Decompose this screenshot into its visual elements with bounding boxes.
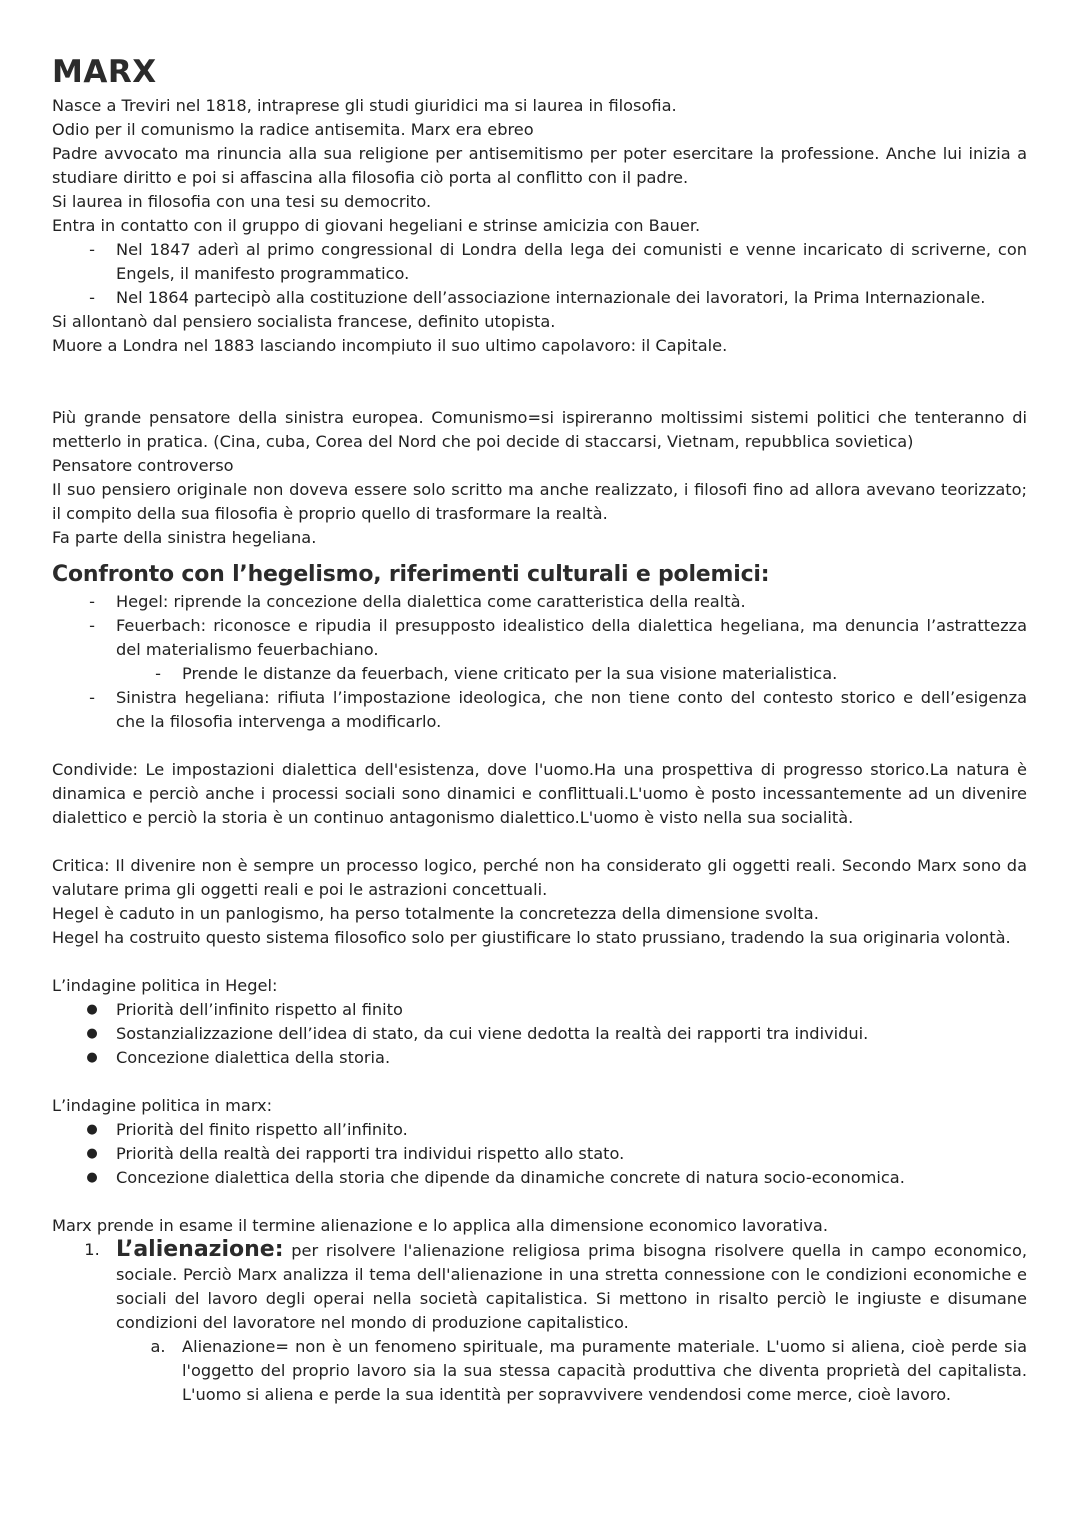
hegel-politics-section [52, 974, 1027, 1070]
list-item-text: Alienazione= non è un fenomeno spirituale, ma puramente materiale. L'uomo si aliena, cioè perde sia l'oggetto del proprio lavoro sia la sua stessa capacità produttiva che diventa proprietà del capitalista. L'uomo si aliena e perde la sua identità per sopravvivere vendendosi come merce, cioè lavoro. [182, 1337, 1027, 1404]
bio-line: Muore a Londra nel 1883 lasciando incompiuto il suo ultimo capolavoro: il Capitale. [52, 336, 728, 355]
paragraph: Fa parte della sinistra hegeliana. [52, 528, 317, 547]
list-item [52, 1238, 1027, 1335]
paragraph: Più grande pensatore della sinistra europea. Comunismo=si ispireranno moltissimi sistemi politici che tenteranno di metterlo in pratica. (Cina, cuba, Corea del Nord che poi decide di staccarsi, Vietnam, repubblica sovietica) [52, 408, 1027, 451]
dash-marker: - [155, 664, 161, 683]
dash-marker: - [89, 592, 95, 611]
list-item-text: per risolvere l'alienazione religiosa prima bisogna risolvere quella in campo economico, sociale. Perciò Marx analizza il tema dell'alienazione in una stretta connessione con le condizioni economiche e sociali del lavoro degli operai nella società capitalistica. Si mettono in risalto perciò le ingiuste e disumane condizioni del lavoratore nel mondo di produzione capitalistico. [116, 1241, 1027, 1332]
page-title: MARX [52, 54, 157, 90]
confronto-list [52, 590, 1027, 734]
marx-politics-list [52, 1118, 1027, 1190]
number-marker: 1. [84, 1240, 100, 1259]
list-item [52, 1046, 1027, 1070]
bio-line: Odio per il comunismo la radice antisemita. Marx era ebreo [52, 120, 534, 139]
critica-section [52, 854, 1027, 950]
alienation-heading: L’alienazione: [116, 1237, 284, 1262]
alienation-list [52, 1238, 1027, 1407]
bio-line: Si laurea in filosofia con una tesi su democrito. [52, 192, 432, 211]
dash-marker: - [89, 616, 95, 635]
section-heading: Confronto con l’hegelismo, riferimenti culturali e polemici: [52, 562, 770, 587]
list-item [52, 286, 1027, 310]
list-item-text: Nel 1847 aderì al primo congressional di Londra della lega dei comunisti e venne incaricato di scriverne, con Engels, il manifesto programmatico. [116, 240, 1027, 283]
list-item-text: Priorità del finito rispetto all’infinito. [116, 1120, 408, 1139]
bullet-marker: ● [86, 1002, 98, 1017]
list-item [52, 998, 1027, 1022]
paragraph: Hegel ha costruito questo sistema filosofico solo per giustificare lo stato prussiano, tradendo la sua originaria volontà. [52, 928, 1011, 947]
list-item [52, 614, 1027, 662]
paragraph: Il suo pensiero originale non doveva essere solo scritto ma anche realizzato, i filosofi fino ad allora avevano teorizzato; il compito della sua filosofia è proprio quello di trasformare la realtà. [52, 480, 1027, 523]
list-item-text: Prende le distanze da feuerbach, viene criticato per la sua visione materialistica. [182, 664, 838, 683]
dash-marker: - [89, 288, 95, 307]
list-item [52, 1166, 1027, 1190]
list-heading: L’indagine politica in marx: [52, 1096, 273, 1115]
letter-marker: a. [150, 1337, 166, 1356]
paragraph: Marx prende in esame il termine alienazione e lo applica alla dimensione economico lavorativa. [52, 1216, 828, 1235]
list-item-text: Concezione dialettica della storia che dipende da dinamiche concrete di natura socio-economica. [116, 1168, 905, 1187]
list-item-text: Feuerbach: riconosce e ripudia il presupposto idealistico della dialettica hegeliana, ma denuncia l’astrattezza del materialismo feuerbachiano. [116, 616, 1027, 659]
dash-marker: - [89, 240, 95, 259]
bullet-marker: ● [86, 1170, 98, 1185]
sub-list-item [52, 662, 1027, 686]
intro-section [52, 406, 1027, 550]
bio-line: Nasce a Treviri nel 1818, intraprese gli studi giuridici ma si laurea in filosofia. [52, 96, 677, 115]
list-item-text: Hegel: riprende la concezione della dialettica come caratteristica della realtà. [116, 592, 746, 611]
bio-list [52, 238, 1027, 310]
list-heading: L’indagine politica in Hegel: [52, 976, 278, 995]
list-item-text: Concezione dialettica della storia. [116, 1048, 391, 1067]
list-item [52, 1118, 1027, 1142]
bio-line: Padre avvocato ma rinuncia alla sua religione per antisemitismo per poter esercitare la professione. Anche lui inizia a studiare diritto e poi si affascina alla filosofia ciò porta al conflitto con il padre. [52, 144, 1027, 187]
alienation-section [52, 1214, 1027, 1407]
list-item [52, 686, 1027, 734]
dash-marker: - [89, 688, 95, 707]
condivide-paragraph: Condivide: Le impostazioni dialettica dell'esistenza, dove l'uomo.Ha una prospettiva di progresso storico.La natura è dinamica e perciò anche i processi sociali sono dinamici e conflittuali.L'uomo è posto incessantemente ad un divenire dialettico e perciò la storia è un continuo antagonismo dialettico.L'uomo è visto nella sua socialità. [52, 760, 1027, 827]
bullet-marker: ● [86, 1050, 98, 1065]
list-item [52, 1142, 1027, 1166]
bio-section [52, 94, 1027, 358]
list-item-text: Priorità dell’infinito rispetto al finito [116, 1000, 403, 1019]
document-page [52, 52, 1027, 1407]
bullet-marker: ● [86, 1122, 98, 1137]
list-item-text: Priorità della realtà dei rapporti tra individui rispetto allo stato. [116, 1144, 625, 1163]
list-item [52, 238, 1027, 286]
list-item-text: Sostanzializzazione dell’idea di stato, da cui viene dedotta la realtà dei rapporti tra individui. [116, 1024, 869, 1043]
bio-line: Entra in contatto con il gruppo di giovani hegeliani e strinse amicizia con Bauer. [52, 216, 701, 235]
list-item-text: Nel 1864 partecipò alla costituzione dell’associazione internazionale dei lavoratori, la Prima Internazionale. [116, 288, 986, 307]
list-item [52, 590, 1027, 614]
paragraph: Critica: Il divenire non è sempre un processo logico, perché non ha considerato gli oggetti reali. Secondo Marx sono da valutare prima gli oggetti reali e poi le astrazioni concettuali. [52, 856, 1027, 899]
hegel-politics-list [52, 998, 1027, 1070]
confronto-section [52, 560, 1027, 734]
bullet-marker: ● [86, 1026, 98, 1041]
bio-line: Si allontanò dal pensiero socialista francese, definito utopista. [52, 312, 556, 331]
sub-list-item [52, 1335, 1027, 1407]
paragraph: Hegel è caduto in un panlogismo, ha perso totalmente la concretezza della dimensione svolta. [52, 904, 819, 923]
list-item-text: Sinistra hegeliana: rifiuta l’impostazione ideologica, che non tiene conto del contesto storico e dell’esigenza che la filosofia intervenga a modificarlo. [116, 688, 1027, 731]
bullet-marker: ● [86, 1146, 98, 1161]
paragraph: Pensatore controverso [52, 456, 234, 475]
list-item [52, 1022, 1027, 1046]
marx-politics-section [52, 1094, 1027, 1190]
